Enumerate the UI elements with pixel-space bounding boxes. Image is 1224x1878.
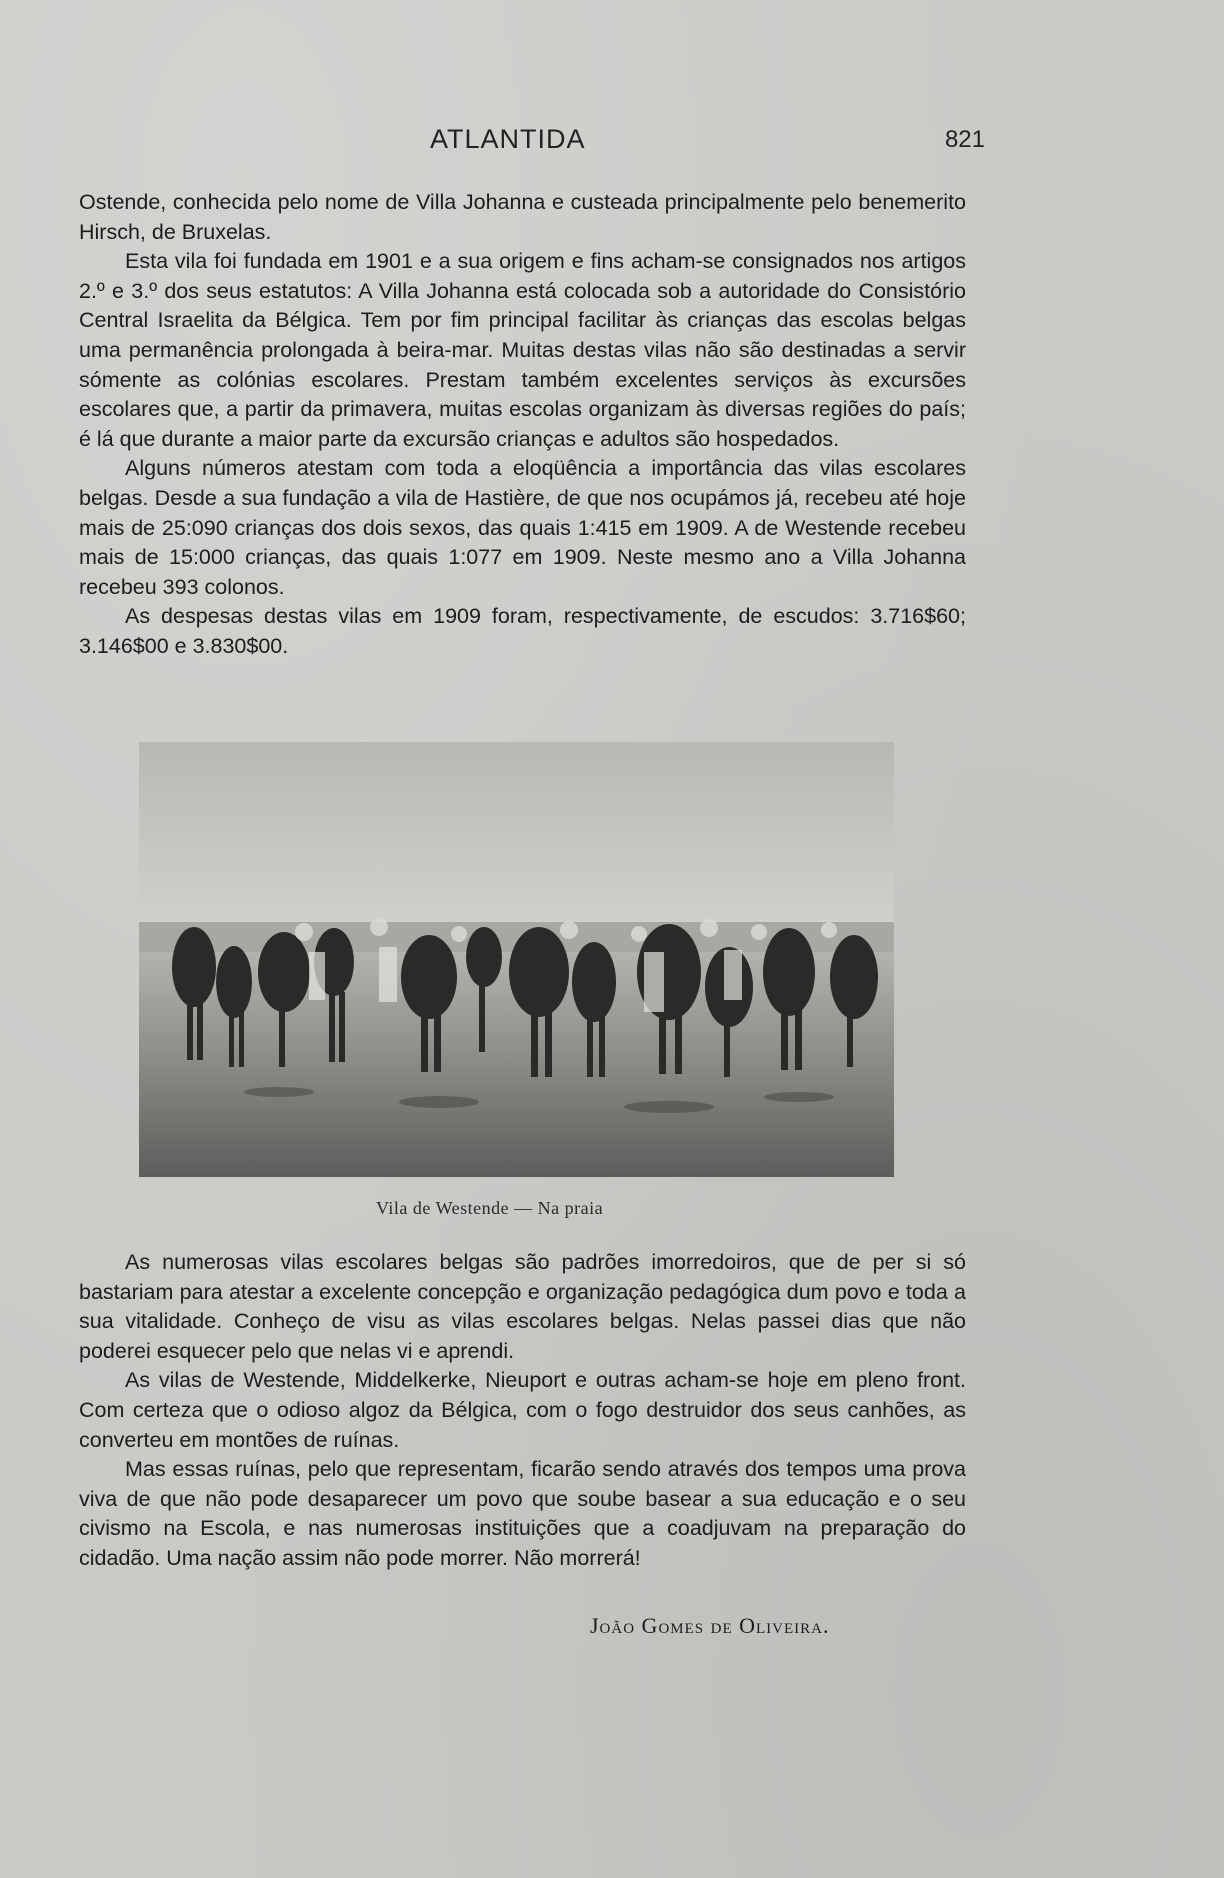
running-title: ATLANTIDA	[430, 124, 586, 154]
paragraph: Esta vila foi fundada em 1901 e a sua origem e fins acham-se consignados nos artigos 2.º e 3.º dos seus estatutos: A Villa Johanna está colocada sob a autoridade do Consistório Central Israelita da Bélgica. Tem por fim principal facilitar às crianças das escolas belgas uma permanência prolongada à beira-mar. Muitas destas vilas não são destinadas a servir sómente as colónias escolares. Prestam também excelentes serviços às excursões escolares que, a partir da primavera, muitas escolas organizam às diversas regiões do país; é lá que durante a maior parte da excursão crianças e adultos são hospedados.	[79, 249, 966, 451]
article-text-bottom	[79, 1248, 966, 1574]
paragraph: Alguns números atestam com toda a eloqüência a importância das vilas escolares belgas. Desde a sua fundação a vila de Hastière, de que nos ocupámos já, recebeu até hoje mais de 25:090 crianças dos dois sexos, das quais 1:415 em 1909. A de Westende recebeu mais de 15:000 crianças, das quais 1:077 em 1909. Neste mesmo ano a Villa Johanna recebeu 393 colonos.	[79, 456, 966, 599]
paragraph: Ostende, conhecida pelo nome de Villa Johanna e custeada principalmente pelo benemerito Hirsch, de Bruxelas.	[79, 190, 966, 244]
article-text-top	[79, 188, 966, 662]
page-header	[80, 124, 985, 164]
beach-photograph	[139, 742, 894, 1177]
author-signature: João Gomes de Oliveira.	[590, 1613, 830, 1638]
photo-illustration	[139, 742, 894, 1177]
figure-caption: Vila de Westende — Na praia	[376, 1198, 604, 1218]
paragraph: Mas essas ruínas, pelo que representam, ficarão sendo através dos tempos uma prova viva de que não pode desaparecer um povo que soube basear a sua educação e o seu civismo na Escola, e nas numerosas instituições que a coadjuvam na preparação do cidadão. Uma nação assim não pode morrer. Não morrerá!	[79, 1457, 966, 1570]
paragraph: As numerosas vilas escolares belgas são padrões imorredoiros, que de per si só bastariam para atestar a excelente concepção e organização pedagógica dum povo e toda a sua vitalidade. Conheço de visu as vilas escolares belgas. Nelas passei dias que não poderei esquecer pelo que nelas vi e aprendi.	[79, 1250, 966, 1363]
page-number: 821	[944, 126, 985, 153]
paragraph: As despesas destas vilas em 1909 foram, respectivamente, de escudos: 3.716$60; 3.146$00 e 3.830$00.	[79, 604, 966, 658]
paragraph: As vilas de Westende, Middelkerke, Nieuport e outras acham-se hoje em pleno front. Com certeza que o odioso algoz da Bélgica, com o fogo destruidor dos seus canhões, as converteu em montões de ruínas.	[79, 1368, 966, 1452]
